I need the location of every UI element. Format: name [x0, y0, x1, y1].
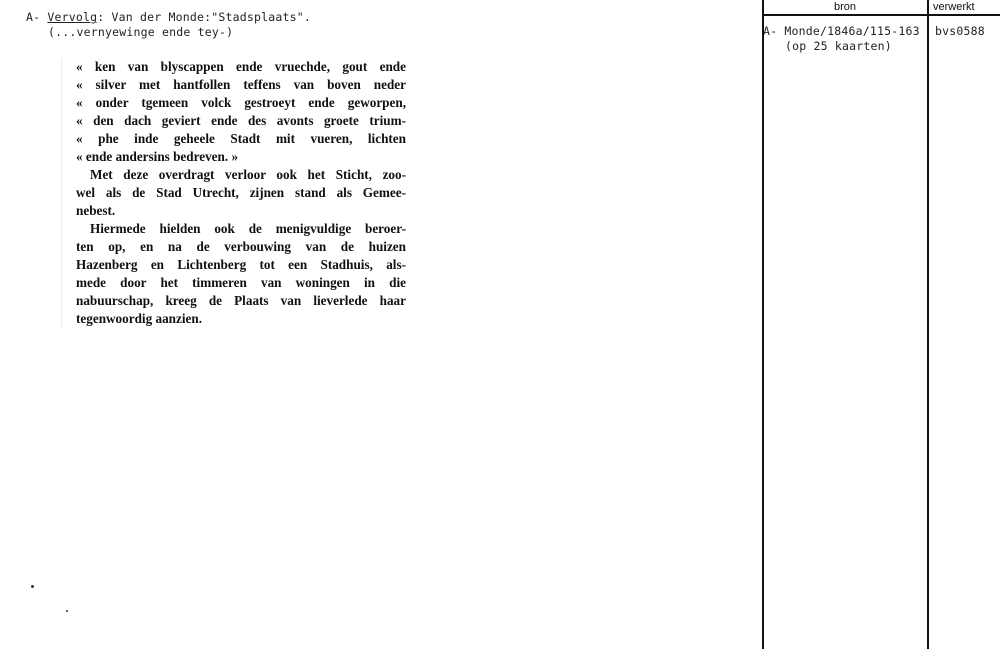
paragraph-line: Hiermede hielden ook de menigvuldige beroer-	[90, 221, 406, 236]
bron-entry	[763, 24, 920, 54]
bron-note-line: (op 25 kaarten)	[785, 39, 892, 53]
quote-line: « ken van blyscappen ende vruechde, gout ende	[76, 59, 406, 74]
paragraph-line: tegenwoordig aanzien.	[76, 311, 203, 326]
heading-line	[26, 10, 311, 25]
paragraph-line: ten op, en na de verbouwing van de huizen	[76, 239, 406, 254]
verwerkt-column-header: verwerkt	[933, 1, 975, 13]
heading-title: : Van der Monde:"Stadsplaats".	[97, 10, 311, 24]
quote-line: « onder tgemeen volck gestroeyt ende geworpen,	[76, 95, 406, 110]
heading-prefix: A-	[26, 10, 48, 24]
heading-subline: (...vernyewinge ende tey-)	[48, 25, 234, 39]
quote-block	[76, 58, 406, 166]
paragraph-line: Met deze overdragt verloor ook het Sticht, zoo-	[90, 167, 406, 182]
quote-line: « phe inde geheele Stadt mit vueren, lichten	[76, 131, 406, 146]
scan-speck	[31, 585, 34, 588]
paragraph-line: Hazenberg en Lichtenberg tot een Stadhuis, als-	[76, 257, 406, 272]
bron-column-divider	[762, 0, 764, 649]
quote-line: « silver met hantfollen teffens van boven neder	[76, 77, 406, 92]
bron-source-line: A- Monde/1846a/115-163	[763, 24, 920, 38]
paragraph-line: nebest.	[76, 203, 116, 218]
column-header-rule	[763, 14, 1000, 16]
verwerkt-entry: bvs0588	[935, 24, 985, 38]
scanned-excerpt	[61, 58, 406, 328]
card-heading	[26, 10, 311, 40]
quote-line: « ende andersins bedreven. »	[76, 149, 239, 164]
paragraph-2	[76, 220, 406, 328]
bron-column-header: bron	[834, 1, 857, 13]
paragraph-line: nabuurschap, kreeg de Plaats van lieverlede haar	[76, 293, 406, 308]
quote-line: « den dach geviert ende des avonts groete trium-	[76, 113, 406, 128]
scan-speck	[66, 610, 68, 612]
heading-keyword: Vervolg	[47, 10, 98, 24]
paragraph-1	[76, 166, 406, 220]
paragraph-line: wel als de Stad Utrecht, zijnen stand als Gemee-	[76, 185, 406, 200]
paragraph-line: mede door het timmeren van woningen in die	[76, 275, 406, 290]
verwerkt-column-divider	[927, 0, 929, 649]
